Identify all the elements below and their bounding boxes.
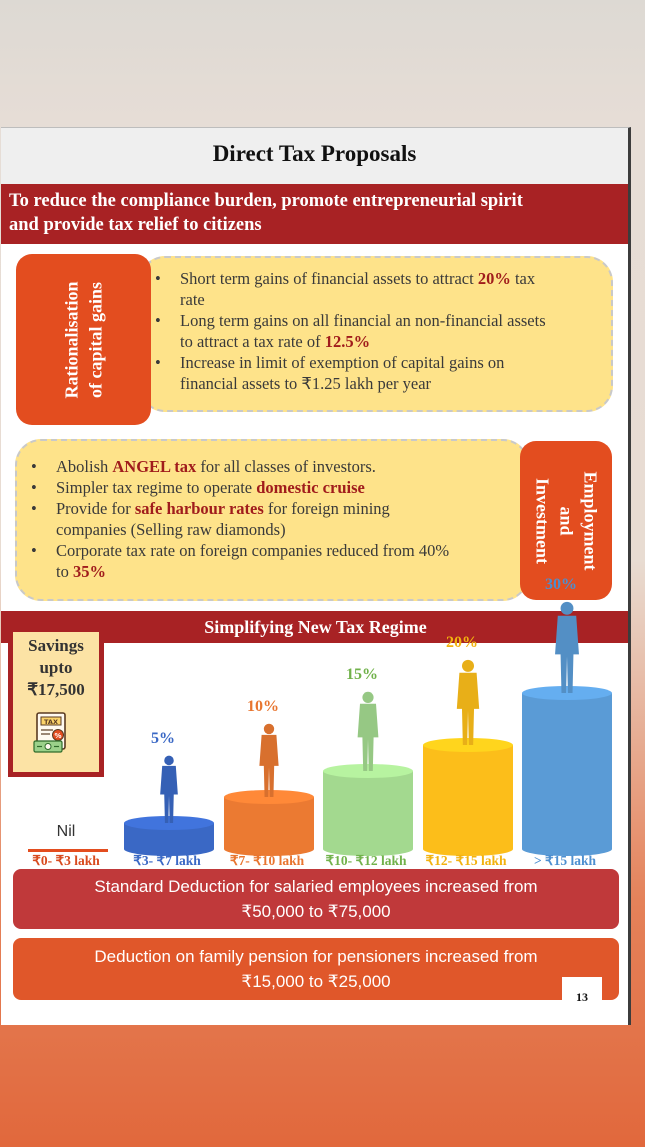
- bar-5: [522, 686, 612, 856]
- subtitle-line-1: To reduce the compliance burden, promote entrepreneurial spirit: [9, 191, 523, 211]
- capital-gains-label: Rationalisation of capital gains: [16, 254, 151, 425]
- employment-label: Employment and Investment: [520, 441, 612, 600]
- capital-gains-bullet-3: • Increase in limit of exemption of capital gains on financial assets to ₹1.25 lakh per year: [155, 353, 505, 393]
- pension-deduction-line-2: ₹15,000 to ₹25,000: [241, 972, 391, 991]
- capital-gains-box: [139, 256, 613, 412]
- value-label-2: 10%: [247, 698, 279, 715]
- standard-deduction-line-1: Standard Deduction for salaried employees increased from: [94, 877, 538, 896]
- page-number: 13: [562, 977, 602, 1011]
- savings-line-1: Savings: [28, 636, 84, 655]
- employment-bullet-2: • Simpler tax regime to operate domestic cruise: [31, 478, 365, 497]
- category-label-2: ₹7- ₹10 lakh: [229, 853, 305, 868]
- standard-deduction-banner: [13, 869, 619, 929]
- bar-0: [28, 849, 108, 852]
- value-label-3: 15%: [346, 666, 378, 683]
- pension-deduction-banner: [13, 938, 619, 1000]
- value-label-5: 30%: [545, 576, 577, 593]
- tax-document-icon: [28, 710, 74, 756]
- category-label-5: > ₹15 lakh: [533, 853, 597, 868]
- person-figure-1: [160, 756, 178, 823]
- savings-line-2: upto: [39, 658, 73, 677]
- category-label-0: ₹0- ₹3 lakh: [32, 853, 100, 868]
- capital-gains-bullet-2: • Long term gains on all financial an non-financial assets to attract a tax rate of 12.5%: [155, 311, 546, 351]
- svg-text:%: %: [54, 732, 62, 740]
- subtitle-banner: [1, 184, 628, 244]
- standard-deduction-line-2: ₹50,000 to ₹75,000: [241, 902, 391, 921]
- savings-amount: ₹17,500: [27, 680, 85, 699]
- pension-deduction-line-1: Deduction on family pension for pensioners increased from: [94, 947, 538, 966]
- person-figure-3: [358, 692, 379, 771]
- svg-text:TAX: TAX: [44, 718, 58, 726]
- capital-gains-bullet-1: • Short term gains of financial assets to attract 20% tax rate: [155, 269, 536, 309]
- bar-4: [423, 738, 513, 856]
- value-label-0: Nil: [56, 823, 76, 840]
- person-figure-2: [259, 724, 278, 797]
- employment-bullet-3: • Provide for safe harbour rates for foreign mining companies (Selling raw diamonds): [31, 499, 390, 539]
- value-label-4: 20%: [446, 634, 478, 651]
- bar-2: [224, 790, 314, 856]
- category-label-4: ₹12- ₹15 lakh: [425, 853, 507, 868]
- page-title: Direct Tax Proposals: [1, 128, 628, 184]
- bar-3: [323, 764, 413, 856]
- bar-1: [124, 816, 214, 856]
- subtitle-line-2: and provide tax relief to citizens: [9, 215, 262, 235]
- slide: [1, 127, 631, 1025]
- category-label-1: ₹3- ₹7 lakh: [133, 853, 201, 868]
- employment-bullet-4: • Corporate tax rate on foreign companies reduced from 40% to 35%: [31, 541, 450, 581]
- category-label-3: ₹10- ₹12 lakh: [325, 853, 407, 868]
- employment-box: [15, 439, 529, 601]
- regime-title: Simplifying New Tax Regime: [1, 611, 628, 643]
- employment-bullet-1: • Abolish ANGEL tax for all classes of investors.: [31, 457, 376, 476]
- value-label-1: 5%: [151, 730, 175, 747]
- person-figure-4: [457, 660, 479, 745]
